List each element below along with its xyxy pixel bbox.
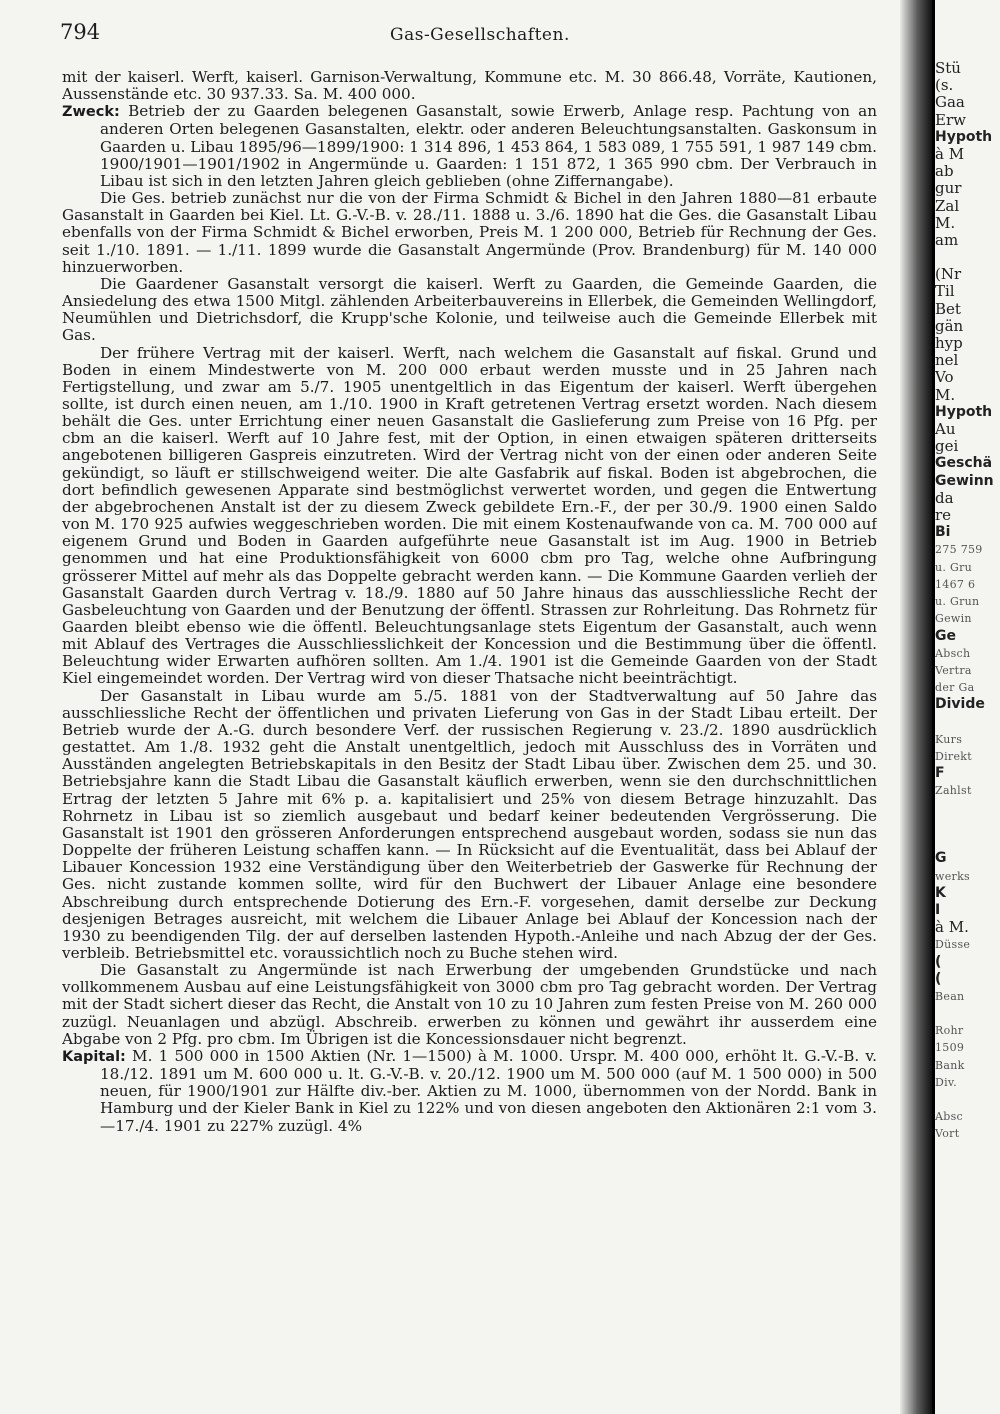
angermuende-paragraph: Die Gasanstalt zu Angermünde ist nach Erwerbung der umgebenden Grundstücke und nach vollkommenem Ausbau auf eine Leistungsfähigkeit von 3000 cbm pro Tag gebracht worden. Der Vertrag mit der Stadt sichert dieser das Recht, die Anstalt von 10 zu 10 Jahren zum festen Preise von M. 260 000 zuzügl. Neuanlagen und abzügl. Abschreib. erwerben zu können und gewährt ihr ausserdem eine Abgabe von 2 Pfg. pro cbm. Im Übrigen ist die Koncessionsdauer nicht begrenzt.	[62, 961, 877, 1048]
adjacent-page-line: Vort	[935, 1127, 960, 1141]
adjacent-page-line	[935, 833, 1000, 850]
adjacent-page-line: gur	[935, 179, 962, 198]
adjacent-page-line: à M.	[935, 918, 969, 937]
adjacent-page-line: Bi	[935, 524, 951, 541]
adjacent-page-line: werks	[935, 869, 970, 883]
adjacent-page-line	[935, 1005, 1000, 1022]
adjacent-page-line	[935, 714, 1000, 731]
page-fold-shadow	[900, 0, 932, 1414]
adjacent-page-line: Au	[935, 420, 956, 439]
adjacent-page-line: gei	[935, 437, 959, 456]
zweck-text: Betrieb der zu Gaarden belegenen Gasanstalt, sowie Erwerb, Anlage resp. Pachtung von an anderen Orten belegenen Gasanstalten, elektr. oder anderen Beleuchtungsanstalten. Gaskonsum in Gaarden u. Libau 1895/96—1899/1900: 1 314 896, 1 453 864, 1 583 089, 1 755 591, 1 987 149 cbm. 1900/1901—1901/1902 in Angermünde u. Gaarden: 1 151 872, 1 365 990 cbm. Der Verbrauch in Libau ist sich in den letzten Jahren gleich geblieben (ohne Ziffernangabe).	[100, 102, 877, 190]
adjacent-page-line: Erw	[935, 110, 966, 129]
adjacent-page-line: u. Grun	[935, 595, 980, 609]
main-text-column	[62, 69, 877, 1409]
adjacent-page-line: u. Gru	[935, 560, 973, 574]
adjacent-page-line: ab	[935, 162, 954, 181]
adjacent-page-line: 275 759	[935, 543, 983, 557]
adjacent-page-line: Til	[935, 282, 955, 301]
adjacent-page-line: Düsse	[935, 938, 971, 952]
adjacent-page-line: Zahlst	[935, 784, 972, 798]
adjacent-page-line: Bet	[935, 299, 961, 318]
kapital-label: Kapital:	[62, 1048, 126, 1065]
adjacent-page-line: am	[935, 231, 959, 250]
adjacent-page-line: Ge	[935, 627, 956, 644]
adjacent-page-line: M.	[935, 213, 956, 232]
adjacent-page-line: 1467 6	[935, 577, 976, 591]
adjacent-page-line: Gewin	[935, 612, 972, 626]
adjacent-page-line: 1509	[935, 1041, 965, 1055]
adjacent-page-line: der Ga	[935, 681, 975, 695]
adjacent-page-line: F	[935, 764, 945, 781]
adjacent-page-line: Absch	[935, 646, 971, 660]
kapital-section	[62, 1048, 877, 1135]
adjacent-page-line: Vertra	[935, 663, 972, 677]
adjacent-page-line: Kurs	[935, 732, 963, 746]
running-head: Gas-Gesellschaften.	[390, 25, 570, 45]
adjacent-page-line: M.	[935, 385, 956, 404]
gaarden-supply-paragraph: Die Gaardener Gasanstalt versorgt die kaiserl. Werft zu Gaarden, die Gemeinde Gaarden, die Ansiedelung des etwa 1500 Mitgl. zählenden Arbeiterbauvereins in Ellerbek, die Gemeinden Wellingdorf, Neumühlen und Dietrichsdorf, die Krupp'sche Kolonie, und teilweise auch die Gemeinde Ellerbek mit Gas.	[62, 274, 877, 345]
adjacent-page-line: Geschä	[935, 455, 993, 472]
zweck-label: Zweck:	[62, 104, 120, 121]
adjacent-page-line: Stü	[935, 60, 961, 77]
page-number: 794	[60, 20, 101, 44]
adjacent-page-line: da	[935, 488, 954, 507]
adjacent-page-line: Divide	[935, 696, 985, 713]
adjacent-page-line: Hypoth	[935, 128, 993, 145]
adjacent-page-line: Vo	[935, 368, 954, 387]
adjacent-page-line: (	[935, 970, 942, 987]
adjacent-page-line	[935, 816, 1000, 833]
adjacent-page-line	[935, 1091, 1000, 1108]
adjacent-page-line: Zal	[935, 196, 960, 215]
adjacent-page-line: Bean	[935, 989, 965, 1003]
adjacent-page-line: Gaa	[935, 93, 965, 112]
adjacent-page-text	[935, 60, 1000, 1410]
adjacent-page-line: Div.	[935, 1075, 957, 1089]
adjacent-page-line: G	[935, 850, 947, 867]
adjacent-page-line: Rohr	[935, 1024, 964, 1038]
history-paragraph: Die Ges. betrieb zunächst nur die von der Firma Schmidt & Bichel in den Jahren 1880—81 erbaute Gasanstalt in Gaarden bei Kiel. Lt. G.-V.-B. v. 28./11. 1888 u. 3./6. 1890 hat die Ges. die Gasanstalt Libau ebenfalls von der Firma Schmidt & Bichel erworben, Preis M. 1 200 000, Betrieb für Rechnung der Ges. seit 1./10. 1891. — 1./11. 1899 wurde die Gasanstalt Angermünde (Prov. Brandenburg) für M. 140 000 hinzuerworben.	[62, 189, 877, 276]
adjacent-page-line	[935, 799, 1000, 816]
werft-contract-paragraph: Der frühere Vertrag mit der kaiserl. Werft, nach welchem die Gasanstalt auf fiskal. Grund und Boden in einem Mindestwerte von M. 200 000 erbaut werden musste und in 25 Jahren nach Fertigstellung, und zwar am 5./7. 1905 unentgeltlich in das Eigentum der kaiserl. Werft übergehen sollte, ist durch einen neuen, am 1./10. 1900 in Kraft getretenen Vertrag ersetzt worden. Nach diesem behält die Ges. unter Errichtung einer neuen Gasanstalt die Gaslieferung zum Preise von 16 Pfg. per cbm an die kaiserl. Werft auf 10 Jahre fest, mit der Option, in einen etwaigen späteren dritterseits angebotenen billigeren Gaspreis einzutreten. Wird der Vertrag nicht von der einen oder anderen Seite gekündigt, so läuft er stillschweigend weiter. Die alte Gasfabrik auf fiskal. Boden ist abgebrochen, die dort befindlich gewesenen Apparate sind bestmöglichst verwertet worden, und gegen die Entwertung der abgebrochenen Anstalt ist der zu diesem Zweck gebildete Ern.-F., der per 30./9. 1900 einen Saldo von M. 170 925 aufwies weggeschrieben worden. Die mit einem Kostenaufwande von ca. M. 700 000 auf eigenem Grund und Boden in Gaarden aufgeführte neue Gasanstalt ist im Aug. 1900 in Betrieb genommen und hat eine Produktionsfähigkeit von 6000 cbm pro Tag, welche ohne Aufbringung grösserer Mittel auf mehr als das Doppelte gebracht werden kann. — Die Kommune Gaarden verlieh der Gasanstalt Gaarden durch Vertrag v. 18./9. 1880 auf 50 Jahre hinaus das ausschliessliche Recht der Gasbeleuchtung von Gaarden und der Benutzung der öffentl. Strassen zur Rohrleitung. Das Rohrnetz für Gaarden bleibt ebenso wie die öffentl. Beleuchtungsanlage stets Eigentum der Gasanstalt, auch wenn mit Ablauf des Vertrages die Ausschliesslichkeit der Koncession und die Bestimmung über die öffentl. Beleuchtung wider Erwarten aufhören sollten. Am 1./4. 1901 ist die Gemeinde Gaarden von der Stadt Kiel eingemeindet worden. Der Vertrag wird von dieser Thatsache nicht beeinträchtigt.	[62, 343, 877, 688]
adjacent-page-line: K	[935, 884, 946, 901]
adjacent-page-line: Bank	[935, 1058, 965, 1072]
zweck-section	[62, 103, 877, 190]
adjacent-page-line: Absc	[935, 1109, 963, 1123]
adjacent-page-line: (s.	[935, 76, 954, 95]
adjacent-page-line: Hypoth	[935, 403, 993, 420]
adjacent-page-line: I	[935, 901, 941, 918]
adjacent-page-line: Gewinn	[935, 472, 994, 489]
libau-concession-paragraph: Der Gasanstalt in Libau wurde am 5./5. 1881 von der Stadtverwaltung auf 50 Jahre das ausschliessliche Recht der öffentlichen und privaten Lieferung von Gas in der Stadt Libau erteilt. Der Betrieb wurde der A.-G. durch besondere Verf. der russischen Regierung v. 23./2. 1890 ausdrücklich gestattet. Am 1./8. 1932 geht die Anstalt unentgeltlich, jedoch mit Ausschluss des in Vorräten und Ausständen angelegten Betriebskapitals in den Besitz der Stadt Libau über. Zwischen dem 25. und 30. Betriebsjahre kann die Stadt Libau die Gasanstalt käuflich erwerben, wenn sie den durchschnittlichen Ertrag der letzten 5 Jahre mit 6% p. a. kapitalisiert und 25% von diesem Betrage hinzuzahlt. Das Rohrnetz in Libau ist so ziemlich ausgebaut und bedarf keiner bedeutenden Vergrösserung. Die Gasanstalt ist 1901 den grösseren Anforderungen entsprechend ausgebaut worden, sodass sie nun das Doppelte der früheren Leistung schaffen kann. — In Rücksicht auf die Eventualität, dass bei Ablauf der Libauer Koncession 1932 eine Verständigung über den Weiterbetrieb der Gaswerke für Rechnung der Ges. nicht zustande kommen sollte, wird für den Buchwert der Libauer Anlage eine besondere Abschreibung durch entsprechende Dotierung des Ern.-F. vorgesehen, damit derselbe zur Deckung desjenigen Betrages ausreicht, mit welchem die Libauer Anlage bei Ablauf der Koncession nach der 1930 zu beendigenden Tilg. der auf derselben lastenden Hypoth.-Anleihe und nach Abzug der der Ges. verbleib. Betriebsmittel etc. voraussichtlich noch zu Buche stehen wird.	[62, 686, 877, 962]
adjacent-page-line: hyp	[935, 334, 963, 353]
adjacent-page-line: à M	[935, 145, 965, 164]
adjacent-page-line: Direkt	[935, 749, 972, 763]
adjacent-page-line: (	[935, 953, 942, 970]
adjacent-page-line: nel	[935, 351, 959, 370]
adjacent-page-line	[935, 249, 1000, 266]
adjacent-page-line: gän	[935, 316, 964, 335]
kapital-text: M. 1 500 000 in 1500 Aktien (Nr. 1—1500) à M. 1000. Urspr. M. 400 000, erhöht lt. G.-V.-B. v. 18./12. 1891 um M. 600 000 u. lt. G.-V.-B. v. 20./12. 1900 um M. 500 000 (auf M. 1 500 000) in 500 neuen, für 1900/1901 zur Hälfte div.-ber. Aktien zu M. 1000, übernommen von der Nordd. Bank in Hamburg und der Kieler Bank in Kiel zu 122% und von diesen angeboten den Aktionären 2:1 vom 3.—17./4. 1901 zu 227% zuzügl. 4%	[100, 1046, 877, 1135]
adjacent-page-line: (Nr	[935, 265, 962, 284]
balance-continuation-paragraph: mit der kaiserl. Werft, kaiserl. Garnison-Verwaltung, Kommune etc. M. 30 866.48, Vorräte, Kautionen, Aussenstände etc. 30 937.33. Sa. M. 400 000.	[62, 69, 877, 104]
adjacent-page-line: re	[935, 506, 952, 525]
